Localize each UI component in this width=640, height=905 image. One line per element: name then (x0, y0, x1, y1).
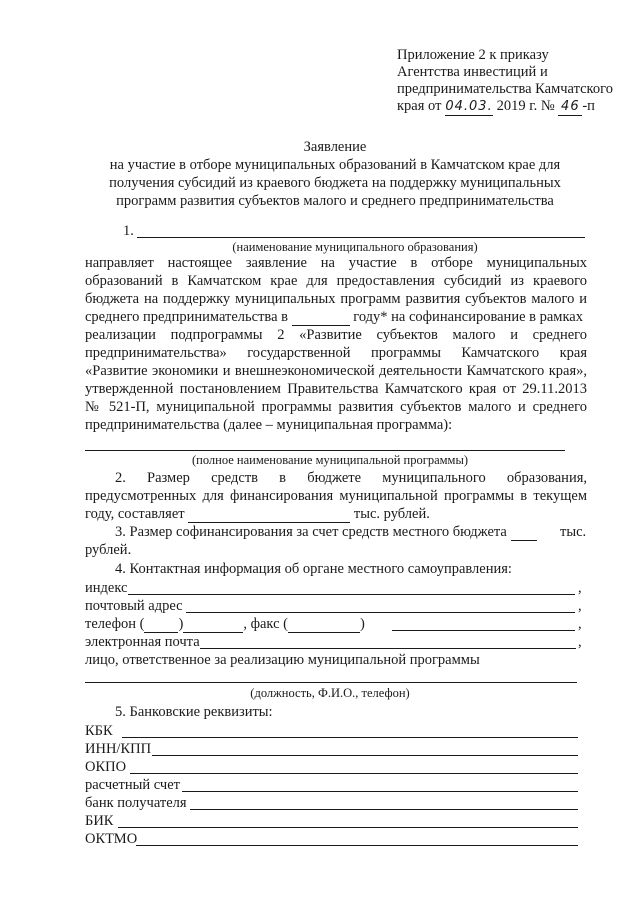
section1-line-10: предпринимательства (далее – муниципальная программа): (85, 417, 453, 433)
responsible-label: лицо, ответственное за реализацию муниципальной программы (85, 652, 480, 668)
section1-number: 1. (123, 223, 134, 239)
bik-label: БИК (85, 813, 114, 829)
phone-row (85, 616, 365, 633)
section1-line-9: № 521-П, муниципальной программы развития субъектов малого и среднего (85, 399, 587, 415)
appendix-line-4 (397, 98, 595, 116)
section2-line-3-a: году, составляет (85, 506, 185, 522)
kbk-field[interactable] (122, 737, 578, 738)
municipality-name-caption: (наименование муниципального образования) (232, 240, 478, 254)
section3-line-2: рублей. (85, 542, 132, 558)
appendix-suffix: -п (582, 98, 595, 114)
section2-line-2: предусмотренных для финансирования муниципальной программы в текущем (85, 488, 587, 504)
appendix-date-prefix: края от (397, 98, 442, 114)
program-funding-field[interactable] (188, 506, 350, 523)
section1-line-5: реализации подпрограммы 2 «Развитие субъектов малого и среднего (85, 327, 587, 343)
index-field[interactable] (128, 594, 575, 595)
section5-heading: 5. Банковские реквизиты: (115, 704, 273, 720)
municipality-name-field[interactable] (137, 237, 585, 238)
bik-field[interactable] (118, 827, 578, 828)
section3-line-1 (115, 524, 537, 541)
oktmo-label: ОКТМО (85, 831, 138, 847)
fax-comma: , (578, 616, 582, 632)
cofinancing-field[interactable] (511, 524, 537, 541)
section2-line-3 (85, 506, 430, 523)
responsible-caption: (должность, Ф.И.О., телефон) (250, 686, 410, 700)
section2-line-3-b: тыс. рублей. (353, 506, 430, 522)
postal-address-field[interactable] (186, 612, 575, 613)
email-comma: , (578, 634, 582, 650)
section1-line-4-a: среднего предпринимательства в (85, 309, 288, 325)
appendix-line-2: Агентства инвестиций и (397, 64, 548, 80)
section1-line-8: утвержденной постановлением Правительства Камчатского края от 29.11.2013 (85, 381, 587, 397)
email-field[interactable] (200, 648, 576, 649)
bank-field[interactable] (190, 809, 578, 810)
phone-code-field[interactable] (144, 616, 178, 633)
title-subline-3: программ развития субъектов малого и среднего предпринимательства (116, 193, 554, 209)
program-name-caption: (полное наименование муниципальной программы) (191, 453, 469, 467)
phone-number-field[interactable] (183, 616, 243, 633)
inn-kpp-field[interactable] (152, 755, 578, 756)
fax-close: ) (359, 616, 365, 632)
section3-line-1-a: 3. Размер софинансирования за счет средств местного бюджета (115, 524, 507, 540)
responsible-person-field[interactable] (85, 682, 577, 683)
section1-line-1: направляет настоящее заявление на участие в отборе муниципальных (85, 255, 587, 271)
address-label: почтовый адрес (85, 598, 183, 614)
section1-line-4 (85, 309, 583, 326)
section1-line-4-b: году* на софинансирование в рамках (353, 309, 583, 325)
address-comma: , (578, 598, 582, 614)
fax-code-field[interactable] (288, 616, 360, 633)
oktmo-field[interactable] (136, 845, 578, 846)
section3-line-1-b: тыс. (560, 524, 587, 540)
document-title: Заявление (303, 139, 367, 155)
section1-line-6: предпринимательства» государственной программы Камчатского края (85, 345, 587, 361)
phone-label: телефон ( (85, 616, 145, 632)
title-subline-2: получения субсидий из краевого бюджета на поддержку муниципальных (109, 175, 561, 191)
appendix-line-3: предпринимательства Камчатского (397, 81, 613, 97)
fax-label: , факс ( (243, 616, 288, 632)
index-comma: , (578, 580, 582, 596)
section1-line-2: образований в Камчатском крае для предоставления субсидий из краевого (85, 273, 587, 289)
section1-line-7: «Развитие экономики и внешнеэкономической деятельности Камчатского края», (85, 363, 587, 379)
fax-number-field[interactable] (392, 630, 575, 631)
kbk-label: КБК (85, 723, 113, 739)
bank-label: банк получателя (85, 795, 187, 811)
appendix-year: 2019 г. № (496, 98, 555, 114)
appendix-date-handwritten: 04.03. (445, 99, 493, 114)
section2-line-1: 2. Размер средств в бюджете муниципального образования, (115, 470, 587, 486)
title-subline-1: на участие в отборе муниципальных образований в Камчатском крае для (109, 157, 561, 173)
okpo-label: ОКПО (85, 759, 127, 775)
appendix-number-handwritten: 46 (558, 99, 582, 116)
year-field[interactable] (292, 309, 350, 326)
account-label: расчетный счет (85, 777, 180, 793)
inn-kpp-label: ИНН/КПП (85, 741, 152, 757)
okpo-field[interactable] (130, 773, 578, 774)
account-field[interactable] (182, 791, 578, 792)
section1-line-3: бюджета на поддержку муниципальных программ развития субъектов малого и (85, 291, 587, 307)
section4-heading: 4. Контактная информация об органе местного самоуправления: (115, 561, 512, 577)
index-label: индекс (85, 580, 128, 596)
appendix-line-1: Приложение 2 к приказу (397, 47, 549, 63)
phone-close: ) (178, 616, 184, 632)
program-name-field[interactable] (85, 450, 565, 451)
email-label: электронная почта (85, 634, 200, 650)
